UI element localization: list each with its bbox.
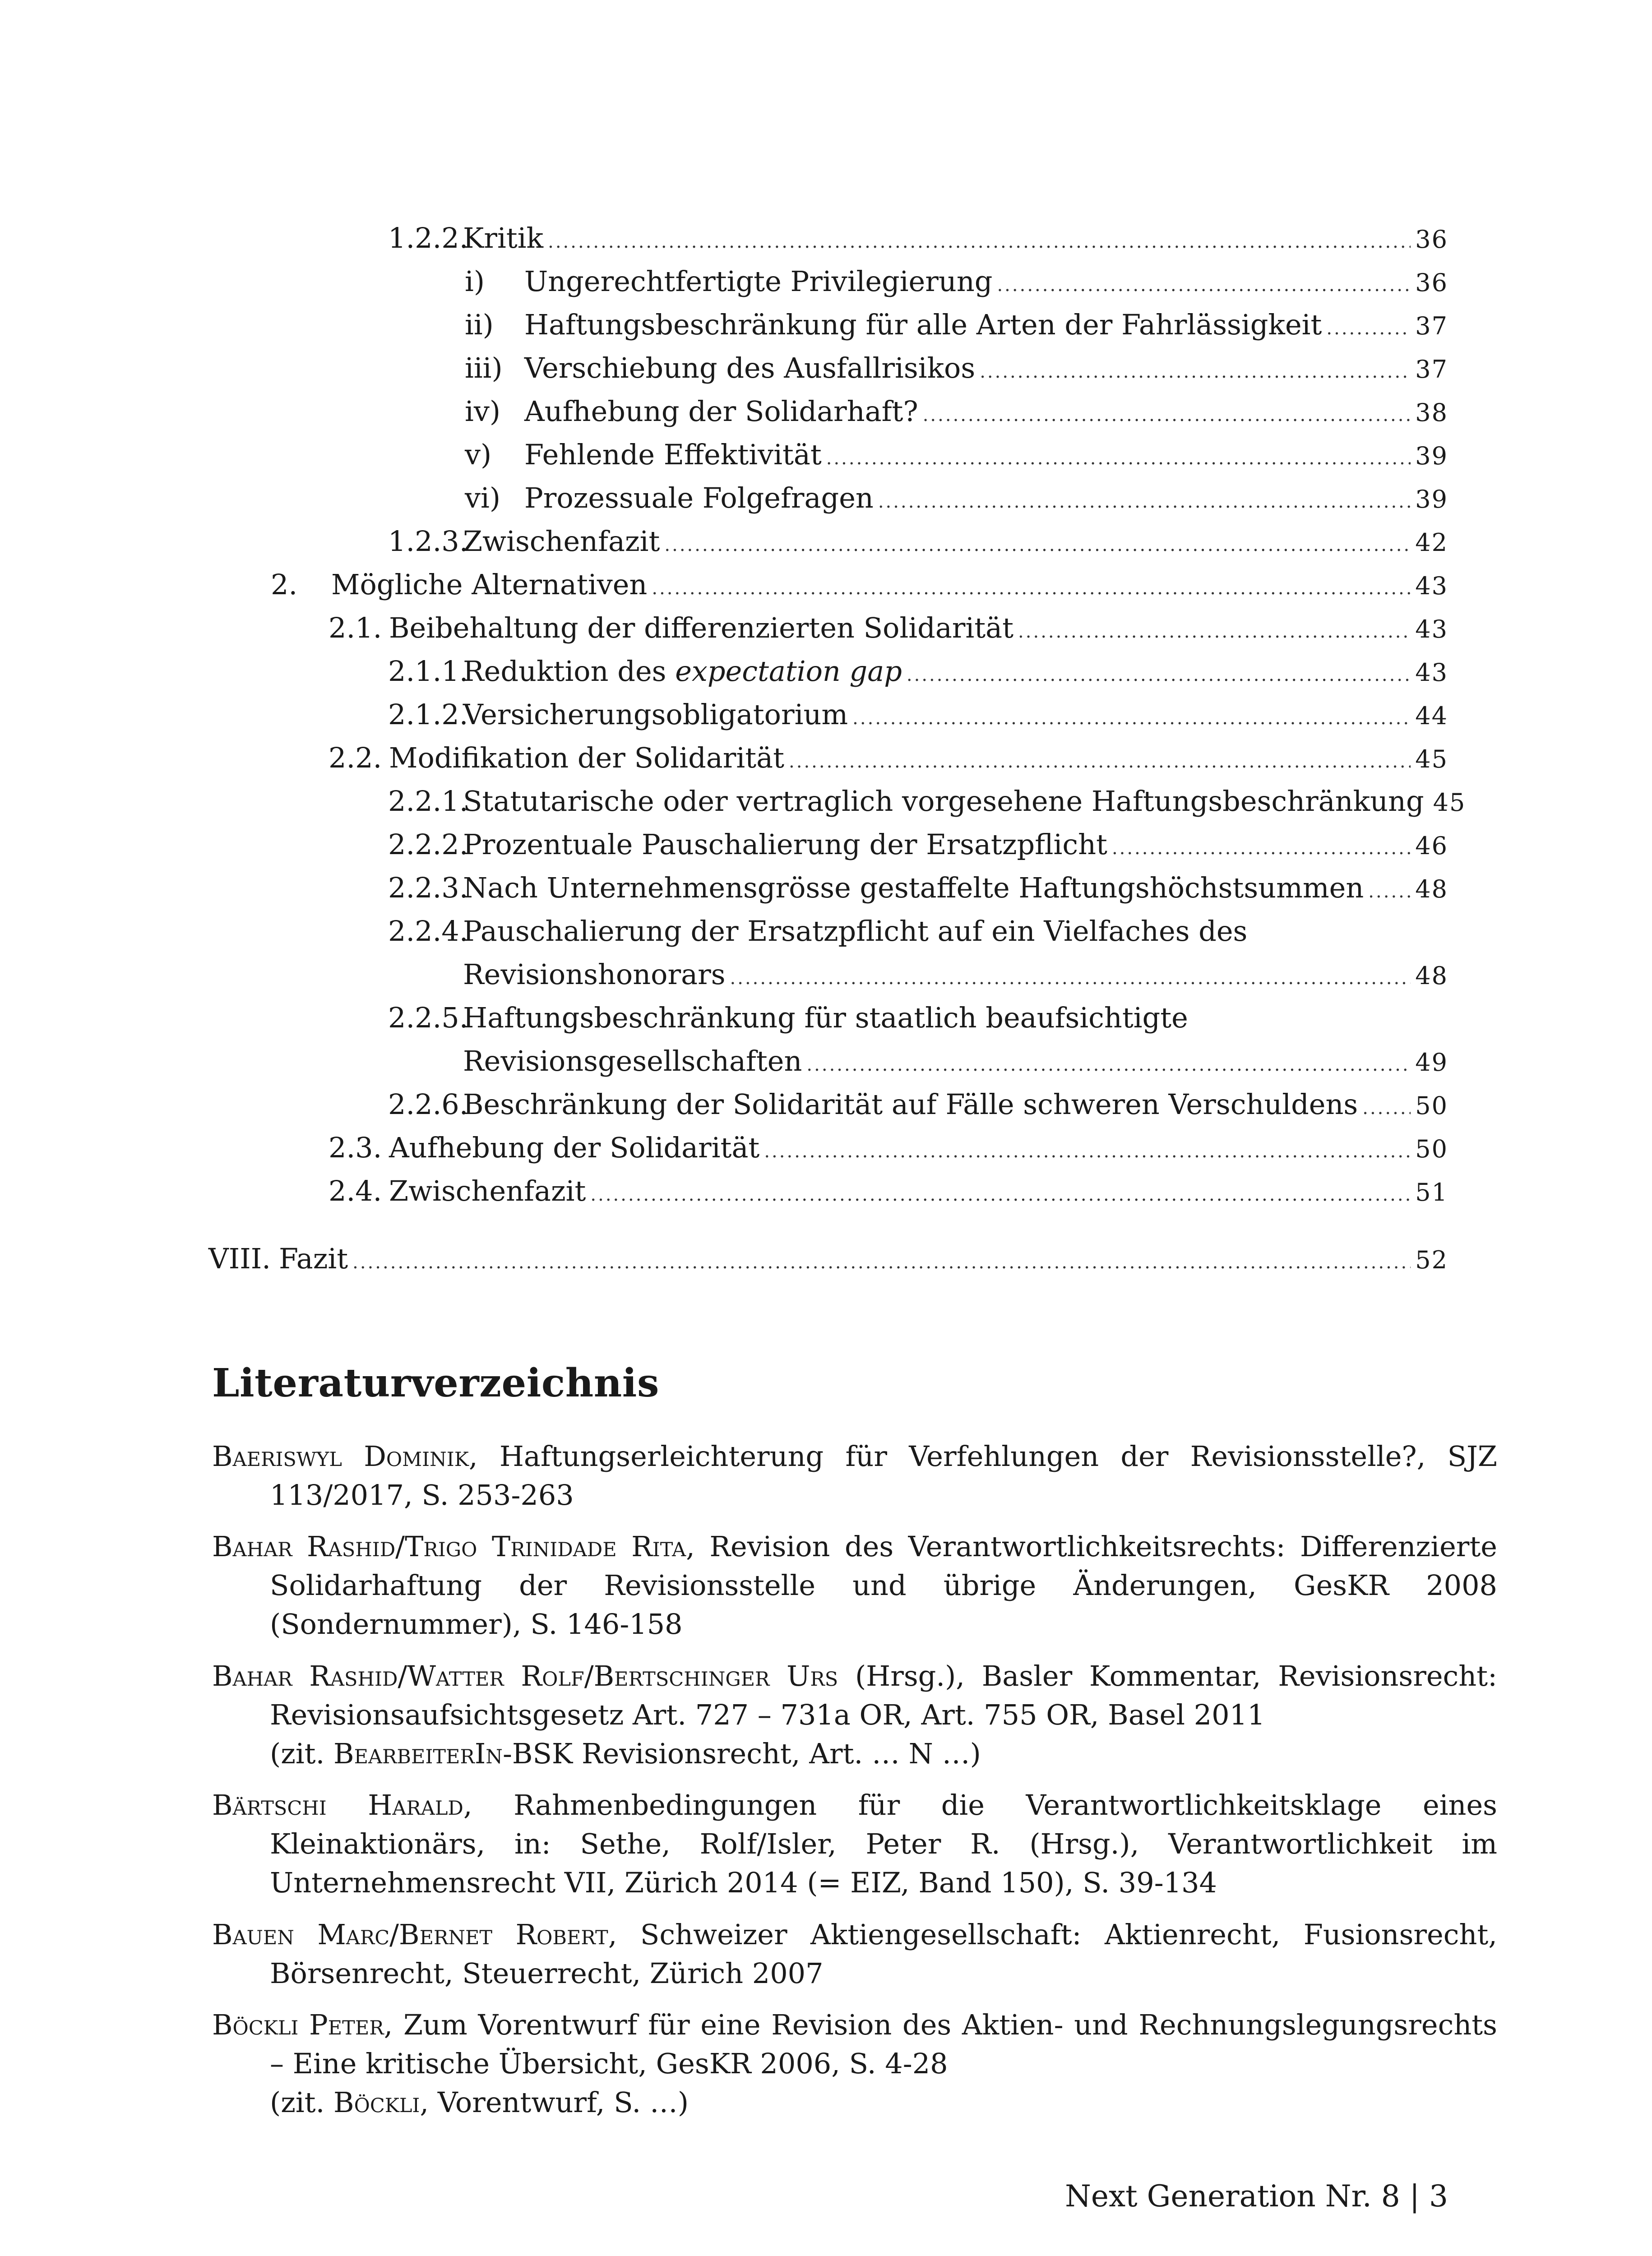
toc-page-number: 43 [1415,615,1448,643]
toc-page-number: 49 [1415,1048,1448,1077]
toc-leader-dots [878,480,1411,523]
toc-number: ii) [465,308,494,341]
toc-page-number: 52 [1415,1246,1448,1274]
toc-entry-iii[interactable] [465,347,1448,390]
toc-leader-dots [980,350,1411,393]
toc-page-number: 38 [1415,398,1448,427]
bibliography-text: , Rahmenbedingungen für die Verantwortlichkeitsklage eines Kleinaktionärs, in: Sethe, Rolf/Isler, Peter R. (Hrsg.), Verantwortlichkeit im Unternehmensrecht VII, Zürich 2014 (= EIZ, Band 150), S. 39-134 [270,1789,1497,1899]
citation-short: BearbeiterIn [333,1737,503,1770]
toc-entry-2[interactable] [271,563,1448,606]
toc-entry-2-2-5-line2[interactable] [463,1040,1448,1083]
toc-title: Pauschalierung der Ersatzpflicht auf ein Vielfaches des [463,915,1248,948]
bibliography-text: , Revision des Verantwortlichkeitsrechts: Differenzierte Solidarhaftung der Revisionsstelle und übrige Änderungen, GesKR 2008 (Sondernummer), S. 146-158 [270,1530,1498,1641]
toc-leader-dots [548,220,1411,264]
citation-prefix: (zit. [270,2086,334,2119]
toc-entry-i[interactable] [465,260,1448,303]
toc-entry-iv[interactable] [465,390,1448,433]
toc-leader-dots [652,567,1411,610]
toc-page-number: 45 [1415,745,1448,773]
toc-number: i) [465,265,485,298]
toc-page-number: 43 [1415,658,1448,687]
toc-entry-2-1[interactable] [329,606,1448,650]
toc-title-text: Reduktion des [463,655,676,688]
toc-title: Mögliche Alternativen [331,568,648,601]
toc-entry-2-2-6[interactable] [388,1083,1448,1126]
section-heading: Literaturverzeichnis [212,1360,659,1406]
toc-title: Ungerechtfertigte Privilegierung [524,265,993,298]
toc-page-number: 50 [1415,1091,1448,1120]
toc-entry-2-2-4-line1[interactable] [388,910,1448,953]
toc-title: Haftungsbeschränkung für alle Arten der Fahrlässigkeit [524,308,1322,341]
toc-title-continuation: Revisionsgesellschaften [463,1045,802,1077]
citation-short: Böckli [333,2086,420,2119]
toc-entry-2-2-5-line1[interactable] [388,996,1448,1040]
bibliography-author: Bauen Marc/Bernet Robert [212,1918,608,1951]
bibliography-entry [212,2006,1497,2122]
toc-entry-2-2-4-line2[interactable] [463,953,1448,996]
toc-entry-2-2[interactable] [329,736,1448,780]
toc-page-number: 45 [1433,788,1466,817]
bibliography-text: , Schweizer Aktiengesellschaft: Aktienrecht, Fusionsrecht, Börsenrecht, Steuerrecht, Zürich 2007 [270,1918,1498,1990]
toc-page-number: 51 [1415,1178,1448,1207]
toc-page-number: 37 [1415,355,1448,384]
toc-leader-dots [1112,827,1411,870]
toc-title: Beschränkung der Solidarität auf Fälle schweren Verschuldens [463,1088,1358,1121]
toc-number: 2.1.2. [388,698,468,731]
bibliography-author: Bahar Rashid/Watter Rolf/Bertschinger Urs [212,1660,838,1692]
toc-leader-dots [1368,870,1411,913]
toc-number: iv) [465,395,501,428]
toc-page-number: 36 [1415,225,1448,254]
toc-number: iii) [465,351,503,384]
bibliography-author: Bahar Rashid/Trigo Trinidade Rita [212,1530,686,1563]
toc-title: Fazit [278,1242,348,1275]
toc-page-number: 43 [1415,572,1448,600]
toc-entry-2-1-1[interactable] [388,650,1448,693]
bibliography-text: , Zum Vorentwurf für eine Revision des Aktien- und Rechnungslegungsrechts – Eine kritische Übersicht, GesKR 2006, S. 4-28 [270,2008,1497,2080]
toc-title: Haftungsbeschränkung für staatlich beaufsichtigte [463,1001,1188,1034]
toc-number: 2.2.2. [388,828,468,861]
toc-page-number: 46 [1415,832,1448,860]
bibliography-author: Bärtschi Harald [212,1789,463,1821]
toc-entry-2-2-3[interactable] [388,866,1448,910]
toc-number: 2.2.6. [388,1088,468,1121]
toc-number: 2.1.1. [388,655,468,688]
toc-title: Statutarische oder vertraglich vorgesehene Haftungsbeschränkung [463,785,1424,818]
toc-entry-2-4[interactable] [329,1170,1448,1213]
toc-number: 1.2.3. [388,525,468,558]
toc-entry-v[interactable] [465,433,1448,476]
toc-number: 2.2.3. [388,871,468,904]
toc-leader-dots [1362,1086,1411,1130]
toc-leader-dots [764,1130,1411,1173]
bibliography-entry [212,1437,1497,1515]
toc-leader-dots [923,393,1411,437]
series-title: Next Generation Nr. 8 [1065,2179,1400,2214]
toc-page-number: 48 [1415,962,1448,990]
toc-leader-dots [852,697,1411,740]
bibliography-text: (Hrsg.), Basler Kommentar, Revisionsrecht: Revisionsaufsichtsgesetz Art. 727 – 731a OR, Art. 755 OR, Basel 2011 [270,1660,1497,1731]
toc-entry-vi[interactable] [465,476,1448,520]
toc-page-number: 37 [1415,312,1448,340]
citation-suffix: , Vorentwurf, S. …) [420,2086,689,2119]
toc-number: vi) [465,481,501,514]
footer-separator: | [1409,2179,1420,2214]
toc-title-continuation: Revisionshonorars [463,958,726,991]
toc-entry-2-3[interactable] [329,1126,1448,1170]
toc-title: Kritik [463,222,544,254]
toc-leader-dots [907,653,1411,697]
page-footer [1065,2175,1448,2218]
toc-number: 2. [271,568,298,601]
toc-entry-1-2-3[interactable] [388,520,1448,563]
bibliography-entry [212,1657,1497,1773]
toc-page-number: 36 [1415,268,1448,297]
bibliography-author: Böckli Peter [212,2008,384,2041]
toc-title: Aufhebung der Solidarhaft? [524,395,918,428]
toc-page-number: 44 [1415,702,1448,730]
toc-page-number: 39 [1415,442,1448,470]
citation-suffix: -BSK Revisionsrecht, Art. … N …) [502,1737,981,1770]
toc-title: Beibehaltung der differenzierten Solidarität [389,611,1014,644]
toc-title: Prozentuale Pauschalierung der Ersatzpflicht [463,828,1107,861]
toc-title: Verschiebung des Ausfallrisikos [524,351,976,384]
toc-title [463,650,902,693]
toc-title-emphasis: expectation gap [675,655,902,688]
toc-title: Versicherungsobligatorium [463,698,848,731]
bibliography-entry [212,1915,1497,1993]
toc-page-number: 42 [1415,528,1448,557]
toc-leader-dots [789,740,1411,783]
bibliography-text: , Haftungserleichterung für Verfehlungen der Revisionsstelle?, SJZ 113/2017, S. 253-263 [270,1440,1497,1512]
citation-note [270,2086,689,2119]
toc-leader-dots [1326,307,1411,350]
toc-title: Modifikation der Solidarität [389,741,785,774]
toc-number: 2.3. [329,1131,382,1164]
bibliography-entry [212,1527,1497,1644]
toc-number: 2.1. [329,611,382,644]
toc-number: 2.2.1. [388,785,468,818]
toc-title: Nach Unternehmensgrösse gestaffelte Haftungshöchstsummen [463,871,1364,904]
toc-entry-2-2-2[interactable] [388,823,1448,866]
toc-title: Prozessuale Folgefragen [524,481,874,514]
toc-leader-dots [730,957,1411,1000]
toc-leader-dots [590,1173,1411,1216]
toc-leader-dots [1018,610,1411,653]
toc-number: 2.2.5. [388,1001,468,1034]
toc-title: Aufhebung der Solidarität [389,1131,760,1164]
citation-note [270,1737,981,1770]
toc-leader-dots [806,1043,1411,1086]
toc-leader-dots [826,437,1411,480]
bibliography-entry [212,1786,1497,1902]
bibliography-author: Baeriswyl Dominik [212,1440,469,1473]
toc-number: VIII. [208,1242,271,1275]
toc-number: 1.2.2. [388,222,468,254]
toc-number: 2.2. [329,741,382,774]
toc-leader-dots [664,523,1411,567]
toc-leader-dots [997,264,1411,307]
toc-number: 2.4. [329,1174,382,1207]
toc-entry-2-2-1[interactable] [388,780,1466,823]
toc-entry-2-1-2[interactable] [388,693,1448,736]
page-number: 3 [1429,2179,1448,2214]
toc-number: 2.2.4. [388,915,468,948]
toc-entry-ii[interactable] [465,303,1448,347]
toc-page-number: 50 [1415,1135,1448,1163]
toc-title: Zwischenfazit [389,1174,586,1207]
toc-page-number: 39 [1415,485,1448,513]
citation-prefix: (zit. [270,1737,334,1770]
toc-title: Zwischenfazit [463,525,660,558]
toc-title: Fehlende Effektivität [524,438,822,471]
toc-leader-dots [352,1241,1411,1284]
toc-entry-1-2-2[interactable] [388,217,1448,260]
toc-entry-viii[interactable] [208,1237,1448,1281]
toc-number: v) [465,438,492,471]
toc-page-number: 48 [1415,875,1448,903]
